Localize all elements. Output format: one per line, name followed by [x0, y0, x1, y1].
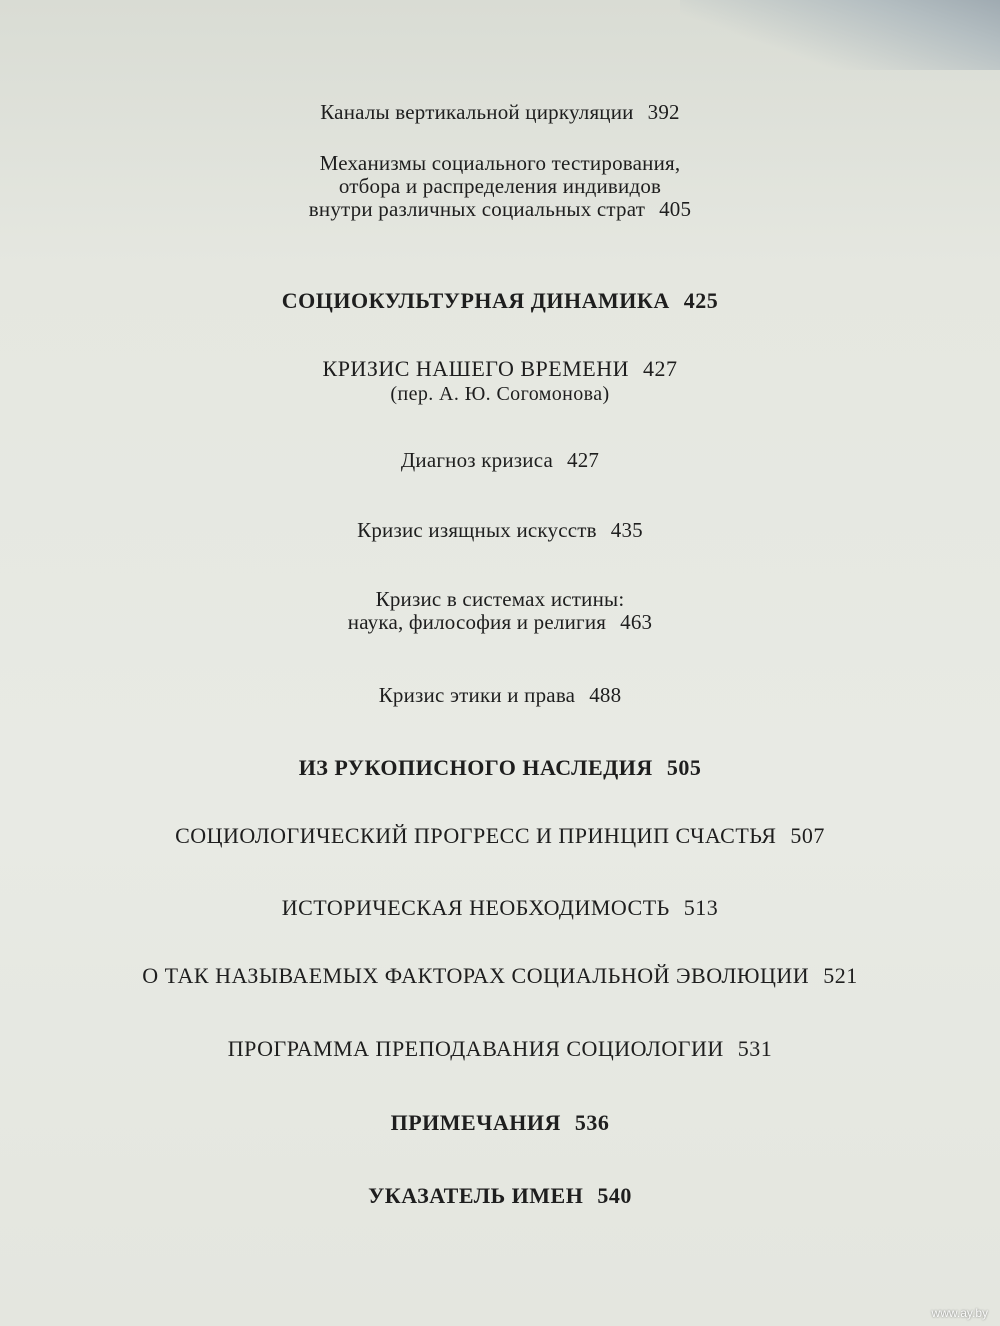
- toc-entry-teaching-program: [0, 1036, 1000, 1062]
- toc-entry-page: 531: [737, 1036, 773, 1061]
- toc-entry-title: Кризис этики и права: [378, 683, 576, 707]
- toc-entry-testing-mechanisms: [0, 152, 1000, 221]
- toc-entry-diagnosis-of-crisis: [0, 448, 1000, 473]
- toc-entry-page: 505: [666, 755, 702, 780]
- toc-entry-title: УКАЗАТЕЛЬ ИМЕН: [368, 1183, 584, 1208]
- toc-entry-page: 507: [790, 823, 825, 848]
- toc-entry-title-line-3: внутри различных социальных страт: [308, 197, 646, 221]
- toc-entry-page: 488: [589, 683, 622, 707]
- toc-entry-page: 427: [567, 448, 600, 472]
- toc-entry-historical-necessity: [0, 895, 1000, 921]
- toc-entry-title: СОЦИОЛОГИЧЕСКИЙ ПРОГРЕСС И ПРИНЦИП СЧАСТЬЯ: [175, 823, 777, 848]
- toc-entry-title: ПРОГРАММА ПРЕПОДАВАНИЯ СОЦИОЛОГИИ: [227, 1036, 724, 1061]
- toc-entry-page: 435: [610, 518, 643, 542]
- toc-entry-title: ИСТОРИЧЕСКАЯ НЕОБХОДИМОСТЬ: [281, 895, 670, 920]
- toc-entry-page: 540: [597, 1183, 632, 1208]
- toc-entry-manuscript-heritage: [0, 755, 1000, 781]
- toc-entry-notes: [0, 1110, 1000, 1136]
- toc-entry-factors-social-evolution: [0, 963, 1000, 989]
- toc-entry-translator: (пер. А. Ю. Согомонова): [390, 383, 610, 405]
- site-watermark: www.ay.by: [931, 1306, 988, 1320]
- toc-entry-sociocultural-dynamics: [0, 288, 1000, 314]
- toc-entry-page: 425: [683, 288, 719, 313]
- toc-entry-crisis-ethics-law: [0, 683, 1000, 708]
- toc-entry-title: Кризис изящных искусств: [357, 518, 597, 542]
- toc-entry-title-line-2: наука, философия и религия: [347, 610, 607, 634]
- toc-entry-title-line-1: Механизмы социального тестирования,: [319, 151, 681, 175]
- toc-entry-title: Каналы вертикальной циркуляции: [320, 100, 634, 124]
- toc-entry-page: 405: [659, 197, 692, 221]
- toc-entry-page: 392: [647, 100, 680, 124]
- toc-entry-page: 463: [620, 610, 653, 634]
- toc-entry-sociological-progress: [0, 823, 1000, 849]
- toc-entry-name-index: [0, 1183, 1000, 1209]
- toc-entry-page: 521: [823, 963, 858, 988]
- toc-entry-title: Диагноз кризиса: [400, 448, 554, 472]
- toc-entry-crisis-of-our-age: [0, 356, 1000, 406]
- toc-entry-page: 513: [683, 895, 719, 920]
- toc-entry-title: ПРИМЕЧАНИЯ: [390, 1110, 561, 1135]
- toc-entry-title: КРИЗИС НАШЕГО ВРЕМЕНИ: [322, 356, 629, 381]
- toc-entry-title: ИЗ РУКОПИСНОГО НАСЛЕДИЯ: [298, 755, 653, 780]
- toc-entry-title: О ТАК НАЗЫВАЕМЫХ ФАКТОРАХ СОЦИАЛЬНОЙ ЭВОЛЮЦИИ: [142, 963, 810, 988]
- toc-entry-vertical-circulation: [0, 100, 1000, 125]
- toc-entry-page: 536: [574, 1110, 610, 1135]
- toc-entry-crisis-truth-systems: [0, 588, 1000, 634]
- toc-entry-title-line-1: Кризис в системах истины:: [375, 587, 625, 611]
- toc-entry-crisis-fine-arts: [0, 518, 1000, 543]
- toc-entry-title: СОЦИОКУЛЬТУРНАЯ ДИНАМИКА: [281, 288, 670, 313]
- toc-entry-page: 427: [642, 356, 678, 381]
- toc-entry-title-line-2: отбора и распределения индивидов: [338, 174, 662, 198]
